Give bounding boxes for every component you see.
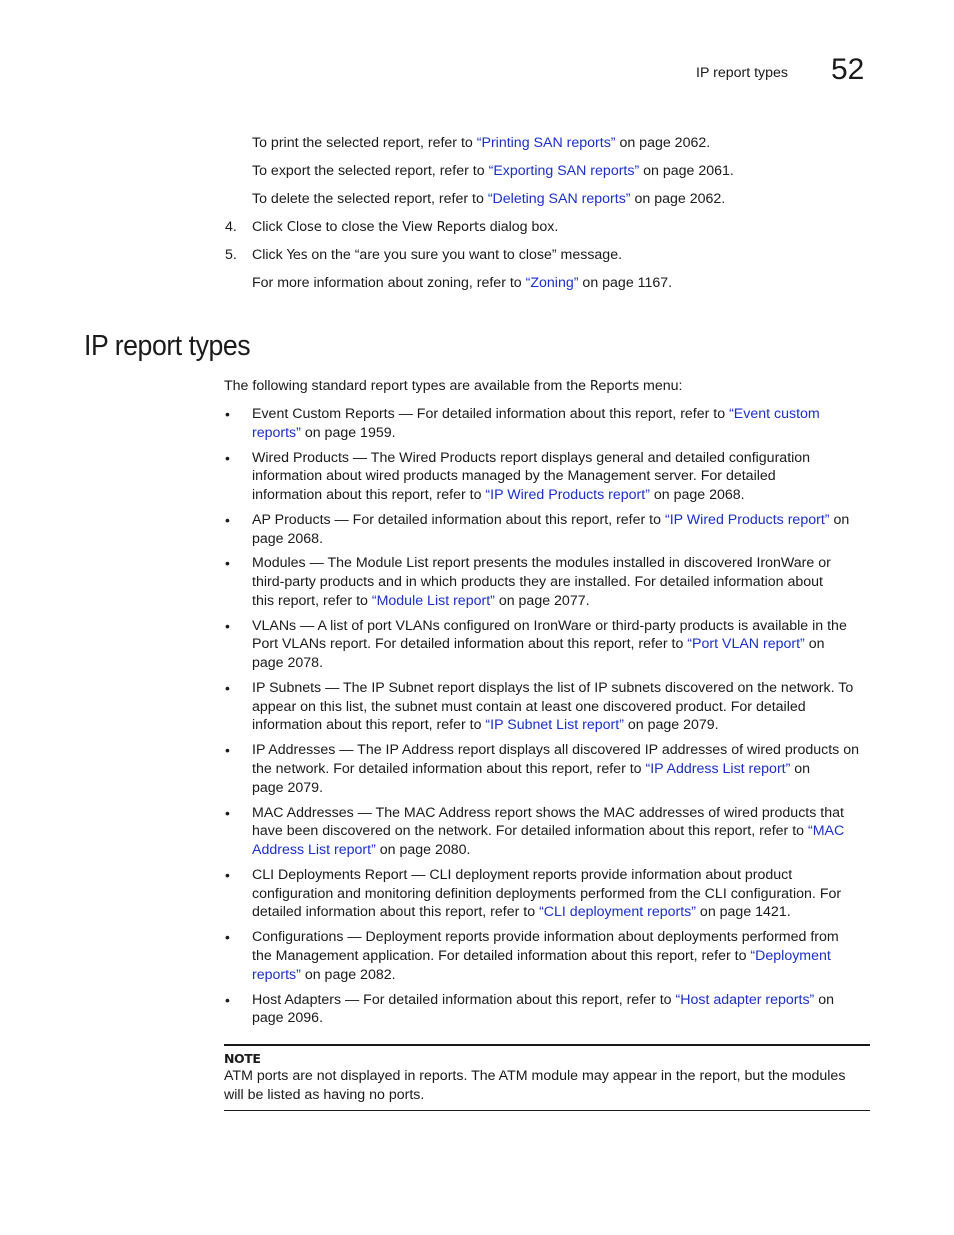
list-item-line (252, 804, 874, 823)
deleting-san-reports-link[interactable]: “Deleting SAN reports” (487, 191, 631, 207)
step-4-prefix: Click (252, 219, 287, 235)
list-item-line (252, 635, 874, 654)
print-report-paragraph (252, 134, 710, 153)
list-item-line (252, 779, 874, 798)
bullet-icon: • (225, 991, 230, 1008)
list-item-line (252, 405, 874, 424)
list-item-text: Port VLANs report. For detailed information about this report, refer to (252, 636, 688, 653)
list-item-line (252, 424, 874, 443)
cross-reference-link[interactable]: “IP Subnet List report” (485, 717, 624, 734)
list-item-text: on (814, 991, 834, 1008)
list-item (224, 866, 874, 922)
list-item-text: on page 2082. (300, 966, 396, 983)
cross-reference-link[interactable]: “Port VLAN report” (687, 636, 805, 653)
list-item-text: this report, refer to (252, 592, 372, 609)
list-item (224, 449, 874, 505)
step-4-text (252, 218, 558, 237)
delete-report-text: To delete the selected report, refer to (252, 191, 488, 207)
cross-reference-link[interactable]: “MAC (808, 823, 845, 840)
list-item-line (252, 449, 874, 468)
zoning-text: For more information about zoning, refer to (252, 275, 526, 291)
list-item-line (252, 947, 874, 966)
note-text-line-2: will be listed as having no ports. (224, 1087, 425, 1103)
close-ui-label: Close (286, 220, 322, 235)
list-item-text: appear on this list, the subnet must contain at least one discovered product. For detailed (252, 698, 806, 715)
list-item-text: information about wired products managed by the Management server. For detailed (252, 468, 776, 485)
list-item-text: Wired Products — The Wired Products report displays general and detailed configuration (252, 449, 811, 466)
list-item-text: have been discovered on the network. For detailed information about this report, refer to (252, 823, 808, 840)
list-item-line (252, 822, 874, 841)
list-item-line (252, 966, 874, 985)
note-label: NOTE (224, 1051, 261, 1066)
list-item-text: detailed information about this report, refer to (252, 904, 540, 921)
bullet-icon: • (225, 617, 230, 634)
list-item-text: on (790, 761, 811, 778)
cross-reference-link[interactable]: reports” (252, 966, 301, 983)
running-header-title: IP report types (696, 65, 789, 81)
list-item (224, 991, 874, 1028)
zoning-link[interactable]: “Zoning” (525, 275, 579, 291)
list-item-text: the Management application. For detailed information about this report, refer to (252, 947, 751, 964)
list-item-line (252, 1009, 874, 1028)
bullet-icon: • (225, 449, 230, 466)
step-5-suffix: on the “are you sure you want to close” message. (307, 247, 623, 263)
note-box (224, 1044, 870, 1111)
list-item-line (252, 903, 874, 922)
list-item-text: MAC Addresses — The MAC Address report shows the MAC addresses of wired products that (252, 804, 844, 821)
export-report-page: on page 2061. (639, 163, 734, 179)
list-item-text: page 2096. (252, 1010, 324, 1027)
list-item-text: configuration and monitoring definition deployments performed from the CLI configuration. For (252, 885, 842, 902)
list-item (224, 617, 874, 673)
reports-ui-label: Reports (589, 379, 640, 394)
delete-report-page: on page 2062. (630, 191, 726, 207)
printing-san-reports-link[interactable]: “Printing SAN reports” (476, 135, 616, 151)
list-item-line (252, 617, 874, 636)
step-4-mid: to close the (321, 219, 403, 235)
list-item-text: IP Addresses — The IP Address report displays all discovered IP addresses of wired products on (252, 742, 859, 759)
step-4-suffix: dialog box. (485, 219, 559, 235)
cross-reference-link[interactable]: “Event custom (729, 406, 820, 422)
cross-reference-link[interactable]: “IP Wired Products report” (664, 511, 830, 528)
list-item-text: Configurations — Deployment reports provide information about deployments performed from (252, 929, 839, 946)
bullet-icon: • (225, 742, 230, 759)
list-item-line (252, 654, 874, 673)
bullet-icon: • (225, 511, 230, 528)
bullet-icon: • (225, 406, 230, 422)
list-item-line (252, 991, 874, 1010)
list-item-line (252, 841, 874, 860)
list-item (224, 679, 874, 735)
delete-report-paragraph (252, 190, 725, 209)
intro-prefix: The following standard report types are available from the (224, 378, 590, 394)
list-item-text: Event Custom Reports — For detailed information about this report, refer to (252, 406, 730, 422)
report-types-list (224, 405, 874, 1034)
cross-reference-link[interactable]: reports” (252, 424, 301, 441)
list-item (224, 405, 874, 442)
list-item-line (252, 486, 874, 505)
list-item-line (252, 530, 874, 549)
list-item-text: on page 2079. (623, 717, 719, 734)
list-item-text: Host Adapters — For detailed information about this report, refer to (252, 991, 676, 1008)
list-item-text: on (804, 636, 825, 653)
step-5-prefix: Click (252, 247, 287, 263)
cross-reference-link[interactable]: “IP Wired Products report” (485, 487, 650, 503)
yes-ui-label: Yes (286, 248, 308, 263)
list-item-line (252, 866, 874, 885)
step-5-number: 5. (225, 247, 237, 263)
list-item-text: on page 2077. (494, 592, 590, 609)
bullet-icon: • (225, 929, 230, 946)
list-item-line (252, 592, 874, 611)
bullet-icon: • (225, 866, 230, 883)
zoning-paragraph (252, 274, 672, 293)
list-item-text: VLANs — A list of port VLANs configured on IronWare or third-party products is available in the (252, 617, 847, 634)
list-item-line (252, 928, 874, 947)
export-report-paragraph (252, 162, 734, 181)
chapter-number: 52 (831, 53, 865, 86)
bullet-icon: • (225, 555, 230, 572)
list-item (224, 928, 874, 984)
cross-reference-link[interactable]: “Host adapter reports” (675, 991, 815, 1008)
section-intro (224, 377, 682, 396)
list-item-line (252, 741, 874, 760)
list-item-line (252, 573, 874, 592)
cross-reference-link[interactable]: Address List report” (252, 842, 376, 859)
intro-suffix: menu: (639, 378, 683, 394)
view-reports-ui-label: View Reports (402, 220, 486, 235)
list-item-text: on page 2068. (649, 487, 745, 503)
list-item-text: on page 1421. (695, 904, 791, 921)
list-item-line (252, 760, 874, 779)
section-heading: IP report types (84, 330, 251, 362)
list-item (224, 511, 874, 548)
list-item-text: on (829, 511, 850, 528)
list-item-text: information about this report, refer to (252, 717, 486, 734)
cross-reference-link[interactable]: “IP Address List report” (645, 761, 791, 778)
note-text-line-1: ATM ports are not displayed in reports. The ATM module may appear in the report, but the modules (224, 1068, 846, 1084)
list-item-text: IP Subnets — The IP Subnet report displays the list of IP subnets discovered on the network. To (252, 680, 854, 697)
list-item-line (252, 467, 874, 486)
list-item-text: information about this report, refer to (252, 487, 486, 503)
export-report-text: To export the selected report, refer to (252, 163, 489, 179)
exporting-san-reports-link[interactable]: “Exporting SAN reports” (488, 163, 640, 179)
list-item-line (252, 554, 874, 573)
bullet-icon: • (225, 804, 230, 821)
bullet-icon: • (225, 680, 230, 697)
list-item-text: third-party products and in which products they are installed. For detailed information about (252, 574, 823, 591)
step-5-text (252, 246, 622, 265)
list-item-line (252, 716, 874, 735)
list-item-text: on page 2080. (375, 842, 471, 859)
step-4-number: 4. (225, 219, 237, 235)
list-item-text: CLI Deployments Report — CLI deployment reports provide information about product (252, 866, 793, 883)
list-item (224, 554, 874, 610)
list-item (224, 804, 874, 860)
list-item-text: AP Products — For detailed information about this report, refer to (252, 511, 665, 528)
zoning-page: on page 1167. (578, 275, 673, 291)
list-item (224, 741, 874, 797)
list-item-text: page 2078. (252, 655, 324, 672)
cross-reference-link[interactable]: “Deployment (750, 947, 831, 964)
list-item-text: on page 1959. (300, 424, 396, 441)
list-item-text: page 2068. (252, 530, 324, 547)
print-report-text: To print the selected report, refer to (252, 135, 477, 151)
list-item-line (252, 885, 874, 904)
print-report-page: on page 2062. (615, 135, 711, 151)
list-item-text: Modules — The Module List report presents the modules installed in discovered IronWare or (252, 555, 831, 572)
cross-reference-link[interactable]: “Module List report” (371, 592, 495, 609)
list-item-text: the network. For detailed information about this report, refer to (252, 761, 646, 778)
list-item-line (252, 679, 874, 698)
list-item-text: page 2079. (252, 779, 324, 796)
list-item-line (252, 511, 874, 530)
cross-reference-link[interactable]: “CLI deployment reports” (539, 904, 696, 921)
list-item-line (252, 698, 874, 717)
